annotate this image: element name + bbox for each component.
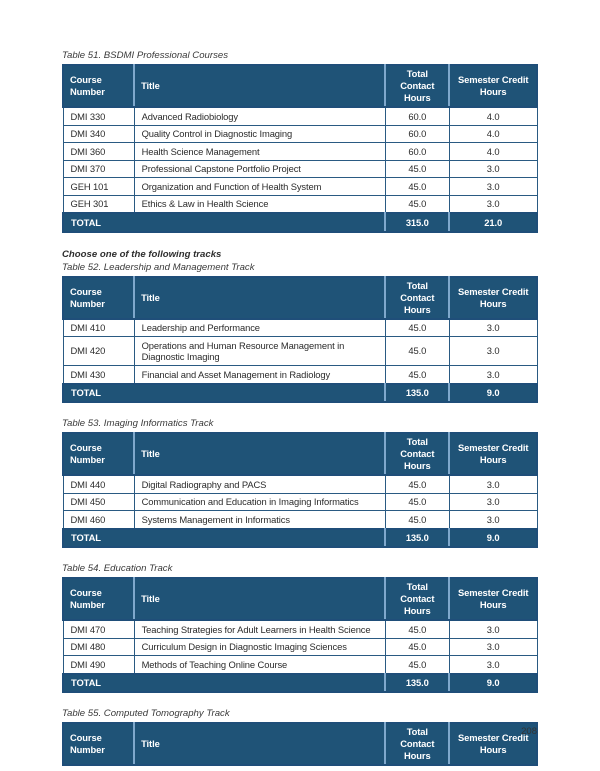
header-row (63, 65, 537, 107)
cell-course-number: DMI 330 (63, 107, 134, 125)
cell-contact-hours: 45.0 (385, 475, 449, 493)
cell-credit-hours: 3.0 (449, 337, 537, 366)
cell-course-number: DMI 340 (63, 125, 134, 143)
header-title: Title (134, 65, 385, 107)
cell-credit-hours: 3.0 (449, 160, 537, 178)
header-course-number: Course Number (63, 65, 134, 107)
header-row (63, 578, 537, 620)
table-row (63, 638, 537, 656)
header-title: Title (134, 277, 385, 319)
table-53-caption: Table 53. Imaging Informatics Track (62, 418, 214, 429)
course-table-55 (62, 722, 538, 766)
table-row (63, 319, 537, 337)
total-label: TOTAL (63, 529, 385, 548)
cell-title: Health Science Management (134, 143, 385, 161)
cell-credit-hours: 3.0 (449, 178, 537, 196)
header-semester-credit-hours: Semester Credit Hours (449, 578, 537, 620)
total-credit-hours: 9.0 (449, 384, 537, 403)
table-row (63, 143, 537, 161)
table-row (63, 620, 537, 638)
cell-contact-hours: 60.0 (385, 143, 449, 161)
cell-title: Financial and Asset Management in Radiology (134, 366, 385, 384)
table-52-caption: Table 52. Leadership and Management Track (62, 261, 255, 273)
cell-title: Curriculum Design in Diagnostic Imaging Sciences (134, 638, 385, 656)
total-row (63, 384, 537, 403)
table-53-section (62, 417, 538, 548)
cell-title: Systems Management in Informatics (134, 511, 385, 529)
cell-course-number: DMI 440 (63, 475, 134, 493)
cell-title: Teaching Strategies for Adult Learners in Health Science (134, 620, 385, 638)
cell-contact-hours: 45.0 (385, 319, 449, 337)
total-contact-hours: 135.0 (385, 384, 449, 403)
table-row (63, 195, 537, 213)
cell-credit-hours: 3.0 (449, 656, 537, 674)
cell-course-number: GEH 101 (63, 178, 134, 196)
header-title: Title (134, 433, 385, 475)
table-row (63, 656, 537, 674)
cell-course-number: DMI 490 (63, 656, 134, 674)
cell-credit-hours: 3.0 (449, 511, 537, 529)
total-row (63, 529, 537, 548)
header-title: Title (134, 578, 385, 620)
total-contact-hours: 315.0 (385, 213, 449, 232)
course-table-51 (62, 64, 538, 233)
table-row (63, 107, 537, 125)
cell-contact-hours: 45.0 (385, 620, 449, 638)
course-table-54 (62, 577, 538, 693)
table-55-caption: Table 55. Computed Tomography Track (62, 708, 230, 719)
total-label: TOTAL (63, 674, 385, 693)
header-row (63, 277, 537, 319)
table-51-section (62, 49, 538, 233)
total-label: TOTAL (63, 384, 385, 403)
cell-credit-hours: 3.0 (449, 638, 537, 656)
cell-contact-hours: 45.0 (385, 366, 449, 384)
cell-course-number: DMI 410 (63, 319, 134, 337)
total-credit-hours: 9.0 (449, 674, 537, 693)
cell-contact-hours: 45.0 (385, 638, 449, 656)
cell-credit-hours: 3.0 (449, 366, 537, 384)
cell-credit-hours: 3.0 (449, 475, 537, 493)
tracks-note: Choose one of the following tracks (62, 248, 222, 260)
table-row (63, 160, 537, 178)
cell-title: Professional Capstone Portfolio Project (134, 160, 385, 178)
cell-title: Quality Control in Diagnostic Imaging (134, 125, 385, 143)
cell-course-number: DMI 450 (63, 493, 134, 511)
header-course-number: Course Number (63, 723, 134, 765)
cell-course-number: DMI 370 (63, 160, 134, 178)
header-semester-credit-hours: Semester Credit Hours (449, 723, 537, 765)
table-row (63, 178, 537, 196)
header-course-number: Course Number (63, 277, 134, 319)
table-row (63, 493, 537, 511)
cell-title: Leadership and Performance (134, 319, 385, 337)
table-54-caption: Table 54. Education Track (62, 563, 173, 574)
header-total-contact-hours: Total Contact Hours (385, 433, 449, 475)
header-row (63, 723, 537, 765)
cell-contact-hours: 60.0 (385, 107, 449, 125)
total-contact-hours: 135.0 (385, 529, 449, 548)
cell-contact-hours: 45.0 (385, 511, 449, 529)
cell-credit-hours: 3.0 (449, 195, 537, 213)
cell-contact-hours: 60.0 (385, 125, 449, 143)
page-number: 208 (521, 726, 537, 737)
header-total-contact-hours: Total Contact Hours (385, 723, 449, 765)
cell-course-number: DMI 430 (63, 366, 134, 384)
total-credit-hours: 9.0 (449, 529, 537, 548)
cell-title: Operations and Human Resource Management in Diagnostic Imaging (134, 337, 385, 366)
table-row (63, 475, 537, 493)
cell-contact-hours: 45.0 (385, 337, 449, 366)
cell-course-number: GEH 301 (63, 195, 134, 213)
cell-course-number: DMI 360 (63, 143, 134, 161)
total-label: TOTAL (63, 213, 385, 232)
header-semester-credit-hours: Semester Credit Hours (449, 277, 537, 319)
total-credit-hours: 21.0 (449, 213, 537, 232)
cell-title: Methods of Teaching Online Course (134, 656, 385, 674)
cell-title: Digital Radiography and PACS (134, 475, 385, 493)
header-course-number: Course Number (63, 578, 134, 620)
table-row (63, 366, 537, 384)
header-title: Title (134, 723, 385, 765)
table-row (63, 337, 537, 366)
header-semester-credit-hours: Semester Credit Hours (449, 433, 537, 475)
header-course-number: Course Number (63, 433, 134, 475)
table-51-caption: Table 51. BSDMI Professional Courses (62, 50, 229, 61)
cell-credit-hours: 3.0 (449, 493, 537, 511)
cell-course-number: DMI 420 (63, 337, 134, 366)
cell-credit-hours: 4.0 (449, 143, 537, 161)
total-row (63, 213, 537, 232)
cell-contact-hours: 45.0 (385, 178, 449, 196)
table-54-section (62, 562, 538, 693)
table-55-section (62, 707, 538, 766)
cell-credit-hours: 3.0 (449, 319, 537, 337)
cell-title: Ethics & Law in Health Science (134, 195, 385, 213)
total-contact-hours: 135.0 (385, 674, 449, 693)
cell-credit-hours: 3.0 (449, 620, 537, 638)
cell-contact-hours: 45.0 (385, 656, 449, 674)
header-total-contact-hours: Total Contact Hours (385, 578, 449, 620)
cell-title: Organization and Function of Health System (134, 178, 385, 196)
cell-title: Communication and Education in Imaging Informatics (134, 493, 385, 511)
header-total-contact-hours: Total Contact Hours (385, 65, 449, 107)
cell-contact-hours: 45.0 (385, 160, 449, 178)
cell-course-number: DMI 460 (63, 511, 134, 529)
cell-contact-hours: 45.0 (385, 195, 449, 213)
cell-course-number: DMI 480 (63, 638, 134, 656)
cell-title: Advanced Radiobiology (134, 107, 385, 125)
course-table-53 (62, 432, 538, 548)
header-total-contact-hours: Total Contact Hours (385, 277, 449, 319)
table-row (63, 511, 537, 529)
header-semester-credit-hours: Semester Credit Hours (449, 65, 537, 107)
header-row (63, 433, 537, 475)
cell-course-number: DMI 470 (63, 620, 134, 638)
cell-credit-hours: 4.0 (449, 125, 537, 143)
cell-credit-hours: 4.0 (449, 107, 537, 125)
page-content (62, 49, 538, 766)
total-row (63, 674, 537, 693)
table-52-section (62, 261, 538, 404)
cell-contact-hours: 45.0 (385, 493, 449, 511)
table-row (63, 125, 537, 143)
course-table-52 (62, 276, 538, 404)
